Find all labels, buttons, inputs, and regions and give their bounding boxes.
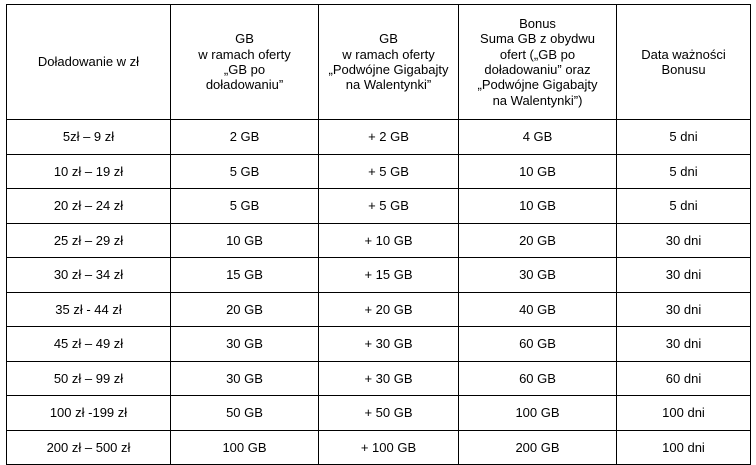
cell-bonus-sum: 200 GB	[459, 430, 617, 465]
column-header-gb-offer	[171, 5, 319, 120]
column-header-validity	[617, 5, 751, 120]
table-row	[7, 189, 751, 224]
header-line: Doładowanie w zł	[37, 54, 140, 70]
header-line: GB	[235, 31, 254, 47]
cell-topup: 100 zł -199 zł	[7, 396, 171, 431]
header-row	[7, 5, 751, 120]
header-line: doładowaniu” oraz	[484, 62, 591, 77]
table-row	[7, 327, 751, 362]
cell-gb-offer: 50 GB	[171, 396, 319, 431]
cell-gb-offer: 20 GB	[171, 292, 319, 327]
cell-gb-valentine: + 50 GB	[319, 396, 459, 431]
topup-bonus-table	[6, 4, 751, 465]
cell-gb-valentine: + 10 GB	[319, 223, 459, 258]
table-row	[7, 430, 751, 465]
cell-validity: 5 dni	[617, 189, 751, 224]
cell-gb-valentine: + 5 GB	[319, 154, 459, 189]
cell-topup: 50 zł – 99 zł	[7, 361, 171, 396]
header-line: na Walentynki”)	[492, 92, 583, 108]
column-header-gb-valentine	[319, 5, 459, 120]
header-line: GB	[379, 31, 398, 47]
cell-gb-offer: 10 GB	[171, 223, 319, 258]
header-line: w ramach oferty	[342, 46, 435, 62]
table-row	[7, 258, 751, 293]
cell-topup: 35 zł - 44 zł	[7, 292, 171, 327]
cell-validity: 5 dni	[617, 154, 751, 189]
header-line: Bonus	[519, 16, 556, 32]
cell-topup: 45 zł – 49 zł	[7, 327, 171, 362]
table-row	[7, 120, 751, 155]
cell-validity: 60 dni	[617, 361, 751, 396]
table-row	[7, 396, 751, 431]
table-row	[7, 154, 751, 189]
cell-validity: 5 dni	[617, 120, 751, 155]
cell-gb-valentine: + 2 GB	[319, 120, 459, 155]
cell-topup: 200 zł – 500 zł	[7, 430, 171, 465]
cell-bonus-sum: 60 GB	[459, 327, 617, 362]
cell-validity: 30 dni	[617, 292, 751, 327]
cell-gb-valentine: + 100 GB	[319, 430, 459, 465]
cell-gb-offer: 15 GB	[171, 258, 319, 293]
cell-gb-valentine: + 30 GB	[319, 361, 459, 396]
header-line: „Podwójne Gigabajty	[477, 77, 598, 93]
cell-bonus-sum: 100 GB	[459, 396, 617, 431]
cell-topup: 30 zł – 34 zł	[7, 258, 171, 293]
cell-gb-valentine: + 20 GB	[319, 292, 459, 327]
table-row	[7, 292, 751, 327]
header-line: na Walentynki”	[345, 77, 432, 93]
cell-gb-offer: 5 GB	[171, 154, 319, 189]
cell-gb-offer: 2 GB	[171, 120, 319, 155]
cell-bonus-sum: 20 GB	[459, 223, 617, 258]
header-line: w ramach oferty	[198, 46, 291, 62]
cell-bonus-sum: 30 GB	[459, 258, 617, 293]
table-row	[7, 361, 751, 396]
cell-bonus-sum: 60 GB	[459, 361, 617, 396]
header-line: „Podwójne Gigabajty	[328, 62, 449, 77]
cell-validity: 30 dni	[617, 258, 751, 293]
header-line: doładowaniu”	[205, 77, 284, 93]
column-header-bonus-sum	[459, 5, 617, 120]
cell-bonus-sum: 10 GB	[459, 189, 617, 224]
cell-validity: 30 dni	[617, 327, 751, 362]
cell-validity: 30 dni	[617, 223, 751, 258]
cell-gb-valentine: + 15 GB	[319, 258, 459, 293]
cell-topup: 10 zł – 19 zł	[7, 154, 171, 189]
cell-bonus-sum: 40 GB	[459, 292, 617, 327]
cell-topup: 20 zł – 24 zł	[7, 189, 171, 224]
header-line: Suma GB z obydwu	[480, 31, 595, 47]
table-header	[7, 5, 751, 120]
header-line: „GB po	[223, 62, 266, 77]
column-header-topup	[7, 5, 171, 120]
cell-gb-offer: 30 GB	[171, 361, 319, 396]
cell-gb-valentine: + 30 GB	[319, 327, 459, 362]
cell-bonus-sum: 4 GB	[459, 120, 617, 155]
header-line: Data ważności	[641, 46, 726, 62]
cell-topup: 5zł – 9 zł	[7, 120, 171, 155]
cell-validity: 100 dni	[617, 430, 751, 465]
header-line: Bonusu	[661, 62, 706, 77]
cell-gb-offer: 100 GB	[171, 430, 319, 465]
cell-topup: 25 zł – 29 zł	[7, 223, 171, 258]
table-row	[7, 223, 751, 258]
cell-bonus-sum: 10 GB	[459, 154, 617, 189]
header-line: ofert („GB po	[499, 46, 576, 62]
table-body	[7, 120, 751, 465]
cell-gb-offer: 5 GB	[171, 189, 319, 224]
cell-gb-offer: 30 GB	[171, 327, 319, 362]
cell-gb-valentine: + 5 GB	[319, 189, 459, 224]
cell-validity: 100 dni	[617, 396, 751, 431]
